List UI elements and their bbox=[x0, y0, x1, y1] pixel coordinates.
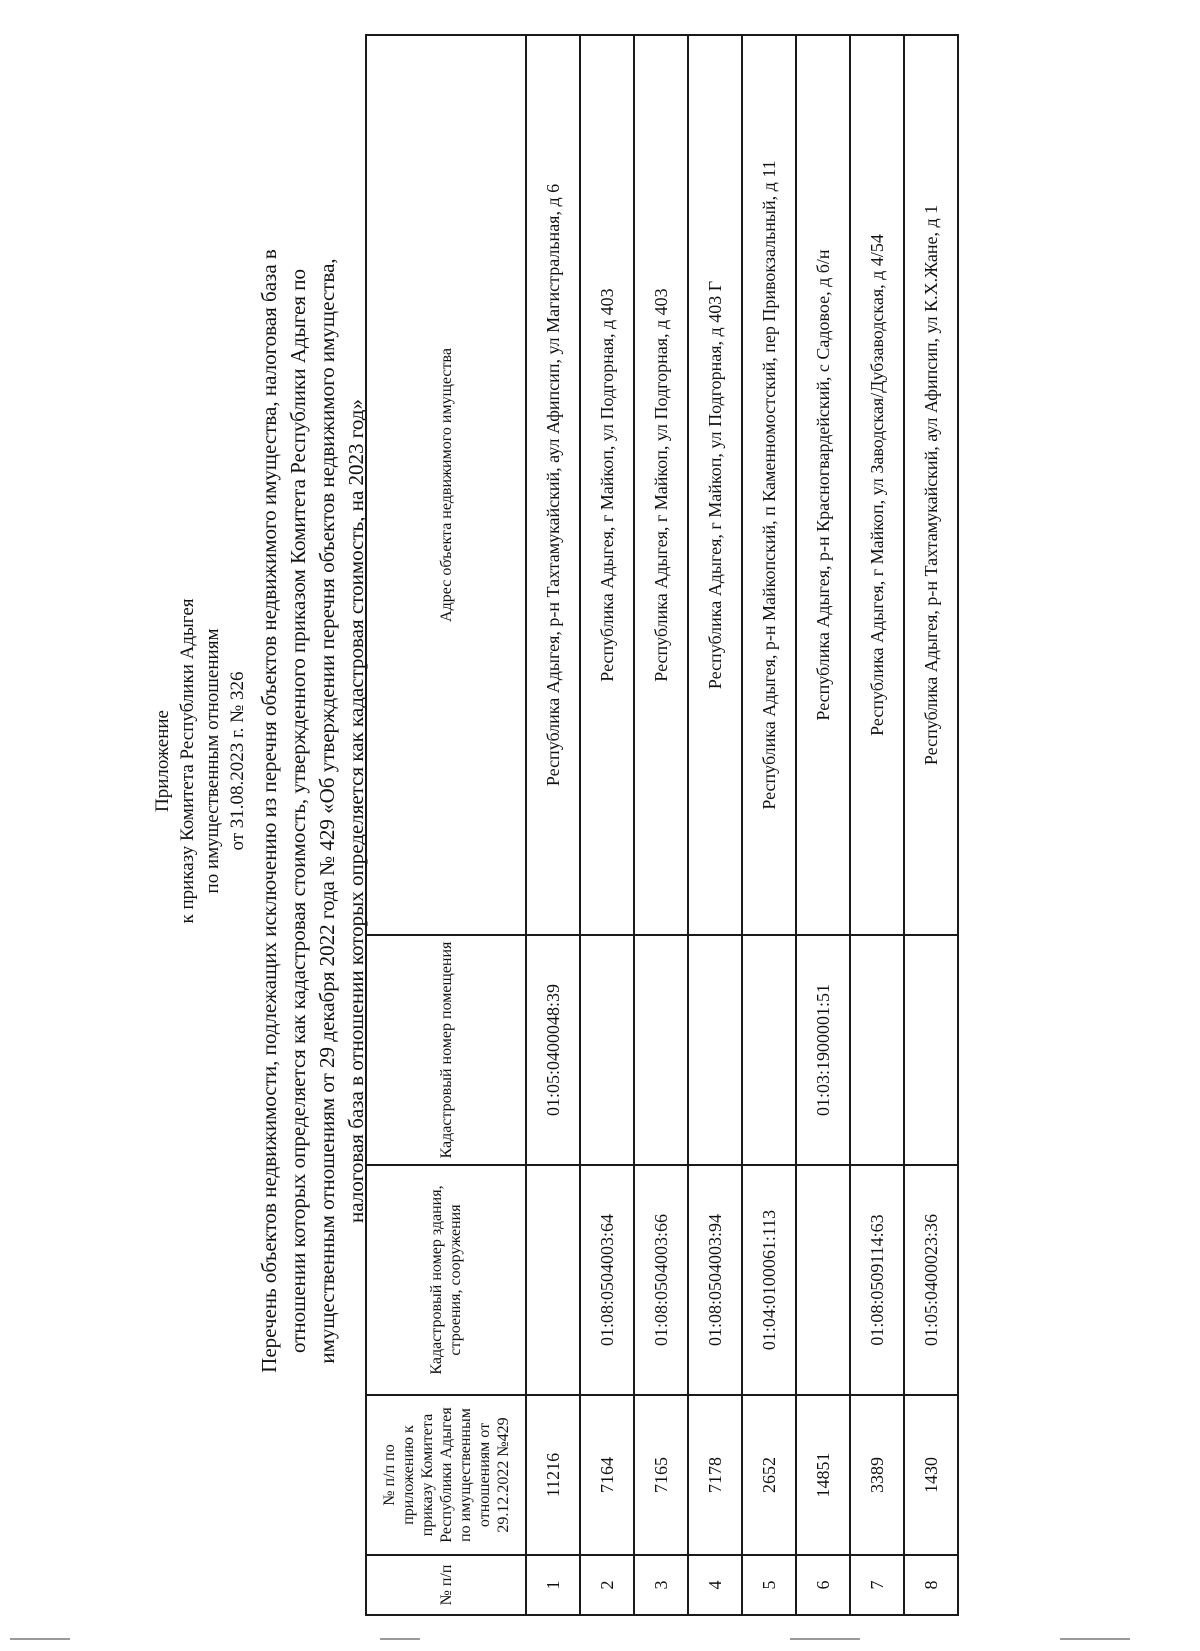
cell-ref: 11216 bbox=[526, 1395, 580, 1555]
cell-num: 3 bbox=[634, 1555, 688, 1615]
table-header-row bbox=[366, 35, 526, 1615]
cell-building: 01:08:0504003:64 bbox=[580, 1165, 634, 1395]
cell-num: 8 bbox=[904, 1555, 958, 1615]
cell-address: Республика Адыгея, р-н Красногвардейский, с Садовое, д б/н bbox=[796, 35, 850, 935]
table-row bbox=[688, 35, 742, 1615]
cell-premises bbox=[688, 935, 742, 1165]
cell-building: 01:08:0504003:66 bbox=[634, 1165, 688, 1395]
table-row bbox=[580, 35, 634, 1615]
table-row bbox=[850, 35, 904, 1615]
cell-ref: 14851 bbox=[796, 1395, 850, 1555]
table-row bbox=[796, 35, 850, 1615]
cell-premises bbox=[634, 935, 688, 1165]
cell-premises: 01:05:0400048:39 bbox=[526, 935, 580, 1165]
header-building-cadastral: Кадастровый номер здания, строения, сооружения bbox=[366, 1165, 526, 1395]
cell-address: Республика Адыгея, г Майкоп, ул Подгорная, д 403 Г bbox=[688, 35, 742, 935]
cell-premises bbox=[904, 935, 958, 1165]
cell-num: 6 bbox=[796, 1555, 850, 1615]
appendix-order-ref: к приказу Комитета Республики Адыгея bbox=[177, 598, 198, 924]
cell-num: 7 bbox=[850, 1555, 904, 1615]
appendix-label: Приложение bbox=[152, 710, 173, 812]
cell-premises bbox=[742, 935, 796, 1165]
cell-address: Республика Адыгея, р-н Тахтамукайский, аул Афипсип, ул Магистральная, д 6 bbox=[526, 35, 580, 935]
scan-artifact bbox=[380, 1638, 420, 1640]
cell-ref: 7165 bbox=[634, 1395, 688, 1555]
cell-premises bbox=[580, 935, 634, 1165]
cell-num: 5 bbox=[742, 1555, 796, 1615]
cell-address: Республика Адыгея, г Майкоп, ул Подгорная, д 403 bbox=[580, 35, 634, 935]
cell-building bbox=[526, 1165, 580, 1395]
cell-building: 01:04:0100061:113 bbox=[742, 1165, 796, 1395]
cell-num: 2 bbox=[580, 1555, 634, 1615]
cell-building: 01:08:0504003:94 bbox=[688, 1165, 742, 1395]
header-premises-cadastral: Кадастровый номер помещения bbox=[366, 935, 526, 1165]
cell-ref: 7164 bbox=[580, 1395, 634, 1555]
cell-address: Республика Адыгея, р-н Тахтамукайский, аул Афипсип, ул К.Х.Жане, д 1 bbox=[904, 35, 958, 935]
cell-address: Республика Адыгея, г Майкоп, ул Заводская/Дубзаводская, д 4/54 bbox=[850, 35, 904, 935]
table-row bbox=[742, 35, 796, 1615]
cell-premises bbox=[850, 935, 904, 1165]
table-row bbox=[904, 35, 958, 1615]
cell-premises: 01:03:1900001:51 bbox=[796, 935, 850, 1165]
scan-artifact bbox=[1060, 1638, 1130, 1640]
cell-ref: 7178 bbox=[688, 1395, 742, 1555]
header-ref: № п/п по приложению к приказу Комитета Республики Адыгея по имущественным отношениям от 29.12.2022 №429 bbox=[366, 1395, 526, 1555]
cell-building: 01:05:0400023:36 bbox=[904, 1165, 958, 1395]
cell-address: Республика Адыгея, р-н Майкопский, п Каменномостский, пер Привокзальный, д 11 bbox=[742, 35, 796, 935]
scan-artifact bbox=[10, 1638, 70, 1640]
cell-num: 1 bbox=[526, 1555, 580, 1615]
appendix-committee: по имущественным отношениям bbox=[202, 628, 223, 894]
table-row bbox=[526, 35, 580, 1615]
appendix-date: от 31.08.2023 г. № 326 bbox=[227, 671, 248, 851]
cell-building bbox=[796, 1165, 850, 1395]
header-num: № п/п bbox=[366, 1555, 526, 1615]
cell-building: 01:08:0509114:63 bbox=[850, 1165, 904, 1395]
cell-address: Республика Адыгея, г Майкоп, ул Подгорная, д 403 bbox=[634, 35, 688, 935]
cell-num: 4 bbox=[688, 1555, 742, 1615]
table-row bbox=[634, 35, 688, 1615]
cell-ref: 1430 bbox=[904, 1395, 958, 1555]
appendix-header bbox=[150, 101, 250, 1421]
cell-ref: 3389 bbox=[850, 1395, 904, 1555]
scan-artifact bbox=[790, 1638, 860, 1640]
document-title: Перечень объектов недвижимости, подлежащих исключению из перечня объектов недвижимого имущества, налоговая база в отношении которых определяется как кадастровая стоимость, утвержденного приказом Комитета Республики Адыгея по имущественным отношениям от 29 декабря 2022 года № 429 «Об утверждении перечня объектов недвижимого имущества, налоговая база в отношении которых определяется как кадастровая стоимость, на 2023 год» bbox=[257, 249, 368, 1373]
property-table bbox=[365, 34, 959, 1616]
header-address: Адрес объекта недвижимого имущества bbox=[366, 35, 526, 935]
cell-ref: 2652 bbox=[742, 1395, 796, 1555]
